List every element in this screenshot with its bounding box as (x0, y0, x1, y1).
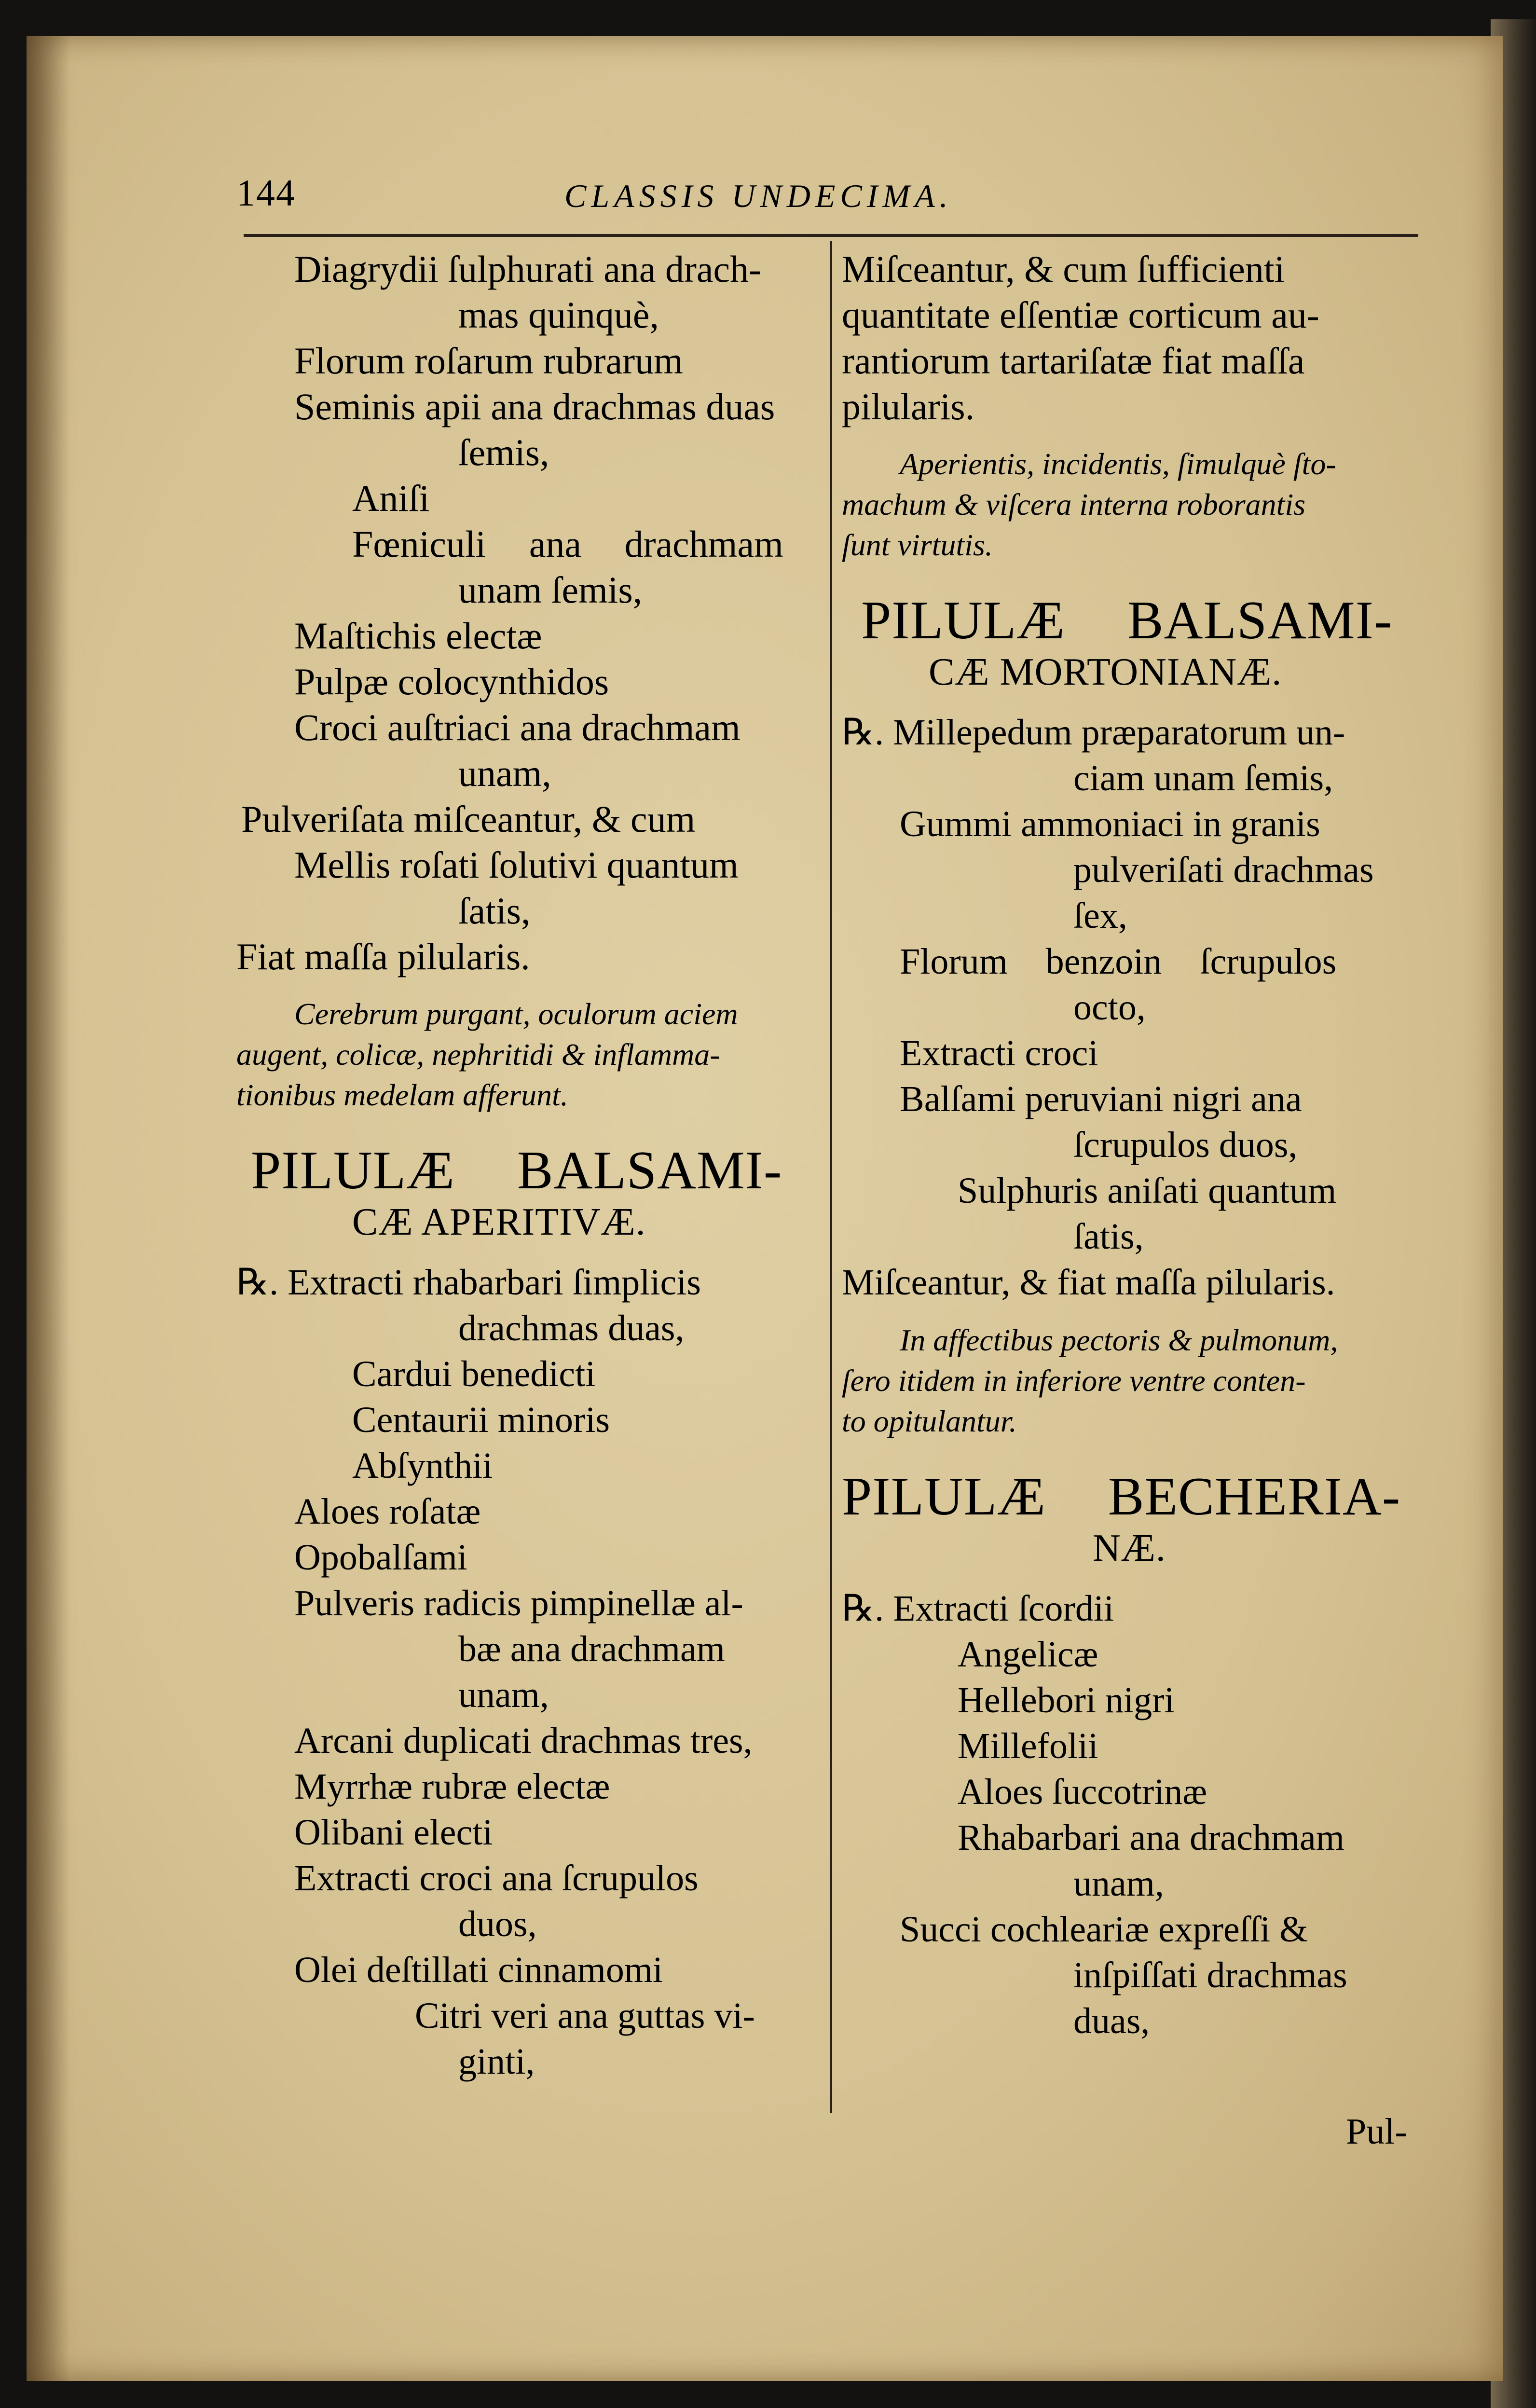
note-line: ſero itidem in inferiore ventre conten- (842, 1363, 1306, 1398)
text-line: Extracti croci (900, 1033, 1098, 1073)
text-line: ginti, (458, 2041, 535, 2082)
section-subheading: NÆ. (1093, 1527, 1166, 1569)
text-line: Diagrydii ſulphurati ana drach- (294, 248, 762, 290)
text-line: unam ſemis, (458, 569, 643, 611)
text-line: unam, (458, 752, 551, 794)
note-line: In affectibus pectoris & pulmonum, (900, 1323, 1338, 1357)
right-column (842, 246, 1421, 2044)
text-line: Aloes ſuccotrinæ (958, 1772, 1207, 1812)
text-line: Miſceantur, & cum ſufficienti (842, 248, 1285, 290)
text-line: Croci auſtriaci ana drachmam (294, 706, 741, 748)
text-line: Pulpæ colocynthidos (294, 660, 609, 702)
left-column (236, 246, 815, 2085)
text-line: Miſceantur, & fiat maſſa pilularis. (842, 1262, 1335, 1303)
section-subheading: CÆ MORTONIANÆ. (929, 651, 1282, 693)
note-line: ſunt virtutis. (842, 528, 993, 562)
text-line: inſpiſſati drachmas (1073, 1955, 1347, 1995)
recipe (236, 1260, 815, 2085)
text-line: Maſtichis electæ (294, 615, 542, 657)
text-line: Balſami peruviani nigri ana (900, 1079, 1302, 1119)
text-line: quantitate eſſentiæ corticum au- (842, 294, 1319, 336)
text-line: Olibani electi (294, 1812, 493, 1853)
note-line: tionibus medelam afferunt. (236, 1078, 568, 1112)
text-line: Fœniculi ana drachmam (352, 523, 783, 565)
text-line: Extracti croci ana ſcrupulos (294, 1858, 699, 1899)
text-line: Arcani duplicati drachmas tres, (294, 1720, 753, 1761)
text-line: Aloes roſatæ (294, 1491, 481, 1532)
text-line: ciam unam ſemis, (1073, 758, 1333, 798)
column-divider (830, 241, 832, 2113)
text-line: Pulveris radicis pimpinellæ al- (294, 1583, 743, 1624)
text-line: pulveriſati drachmas (1073, 850, 1374, 890)
text-line: Opobalſami (294, 1537, 467, 1578)
text-line: Hellebori nigri (958, 1680, 1175, 1720)
text-line: ſemis, (458, 431, 549, 473)
text-line: ℞. Extracti ſcordii (842, 1588, 1114, 1629)
text-line: Pulveriſata miſceantur, & cum (241, 798, 696, 840)
running-title: CLASSIS UNDECIMA. (564, 178, 953, 214)
recipe (842, 1586, 1421, 2044)
text-line: Florum benzoin ſcrupulos (900, 941, 1337, 982)
text-line: Gummi ammoniaci in granis (900, 804, 1320, 844)
text-line: Olei deſtillati cinnamomi (294, 1950, 663, 1990)
note-line: to opitulantur. (842, 1404, 1017, 1438)
text-line: octo, (1073, 987, 1146, 1028)
note-line: Cerebrum purgant, oculorum aciem (294, 997, 738, 1031)
note-line: augent, colicæ, nephritidi & inflamma- (236, 1037, 720, 1072)
recipe-symbol: ℞. (236, 1262, 279, 1303)
text-line: mas quinquè, (458, 294, 659, 336)
recipe (842, 710, 1421, 1306)
text-line: duos, (458, 1904, 537, 1944)
note-line: machum & viſcera interna roborantis (842, 487, 1306, 522)
section-heading: PILULÆ BALSAMI- (251, 1141, 782, 1200)
text-line: Seminis apii ana drachmas duas (294, 385, 775, 427)
page-header (236, 171, 1418, 234)
page-number: 144 (236, 172, 296, 214)
text-line: ℞. Millepedum præparatorum un- (842, 712, 1345, 753)
text-line: Myrrhæ rubræ electæ (294, 1766, 610, 1807)
text-line: ſatis, (458, 890, 531, 932)
section-heading: PILULÆ BECHERIA- (842, 1467, 1401, 1527)
text-line: Centaurii minoris (352, 1400, 610, 1440)
text-line: Sulphuris aniſati quantum (958, 1170, 1337, 1211)
text-line: unam, (1073, 1863, 1164, 1904)
section-subheading: CÆ APERITIVÆ. (352, 1201, 646, 1243)
text-line: Aniſi (352, 477, 430, 519)
text-line: unam, (458, 1675, 549, 1715)
text-line: Extracti rhabarbari ſimplicis (288, 1262, 701, 1303)
text-line: Fiat maſſa pilularis. (236, 936, 530, 977)
text-line: Citri veri ana guttas vi- (415, 1995, 755, 2036)
text-line: Angelicæ (958, 1634, 1098, 1675)
text-line: ſex, (1073, 895, 1127, 936)
catchword: Pul- (1346, 2111, 1407, 2152)
text-line: ſatis, (1073, 1216, 1144, 1257)
text-line: Mellis roſati ſolutivi quantum (294, 844, 739, 886)
text-line: Rhabarbari ana drachmam (958, 1817, 1344, 1858)
text-line: duas, (1073, 2001, 1150, 2041)
text-line: ſcrupulos duos, (1073, 1125, 1298, 1165)
section-heading: PILULÆ BALSAMI- (861, 591, 1393, 650)
spine-shadow (27, 36, 70, 2381)
text-line: Millefolii (958, 1726, 1098, 1766)
text-line: bæ ana drachmam (458, 1629, 725, 1669)
text-line: rantiorum tartariſatæ fiat maſſa (842, 340, 1305, 382)
header-rule (244, 234, 1418, 237)
text-line: drachmas duas, (458, 1308, 685, 1348)
text-line: pilularis. (842, 385, 975, 427)
text-line: Florum roſarum rubrarum (294, 340, 683, 382)
text-line: Succi cochleariæ expreſſi & (900, 1909, 1308, 1950)
text-line: Cardui benedicti (352, 1354, 596, 1394)
note-line: Aperientis, incidentis, ſimulquè ſto- (900, 447, 1336, 481)
text-line: Abſynthii (352, 1445, 493, 1486)
